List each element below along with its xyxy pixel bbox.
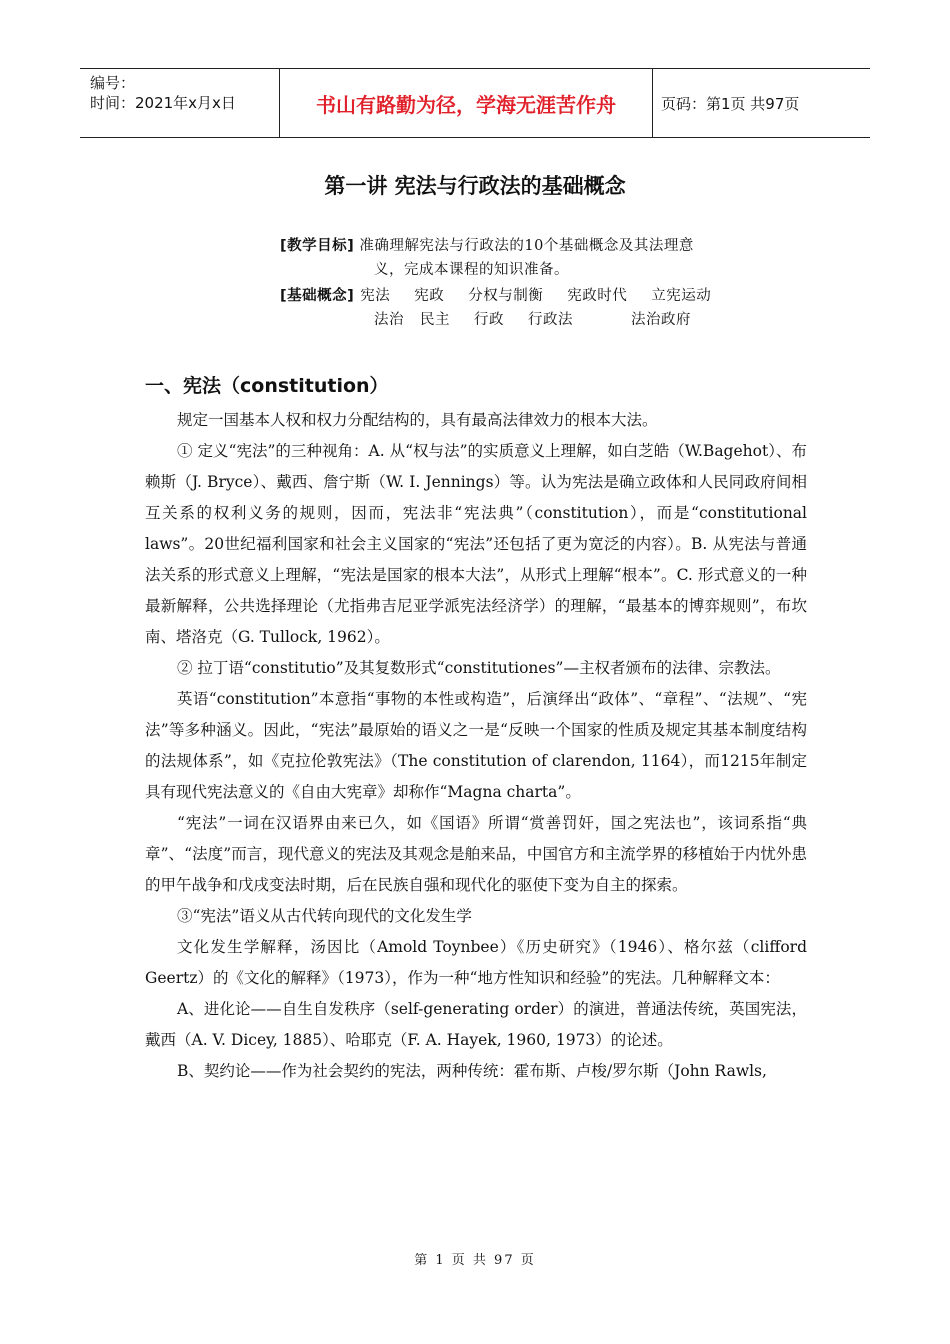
- paragraph: ① 定义“宪法”的三种视角：A. 从“权与法”的实质意义上理解，如白芝皓（W.Bagehot）、布赖斯（J. Bryce）、戴西、詹宁斯（W. I. Jennings）等。认为宪法是确立政体和人民同政府间相互关系的权利义务的规则，因而，宪法非“宪法典”（constitution），而是“constitutional laws”。20世纪福利国家和社会主义国家的“宪法”还包括了更为宽泛的内容）。B. 从宪法与普通法关系的形式意义上理解，“宪法是国家的根本大法”，从形式上理解“根本”。C. 形式意义的一种最新解释，公共选择理论（尤指弗吉尼亚学派宪法经济学）的理解，“最基本的博弈规则”，布坎南、塔洛克（G. Tullock, 1962）。: [145, 442, 807, 646]
- page-footer: 第 1 页 共 97 页: [414, 1253, 536, 1268]
- document-header: [80, 68, 870, 138]
- concept-item: 行政: [474, 312, 504, 328]
- page-title: 第一讲 宪法与行政法的基础概念: [324, 174, 626, 198]
- paragraph: 文化发生学解释，汤因比（Amold Toynbee）《历史研究》（1946）、格尔兹（clifford Geertz）的《文化的解释》（1973），作为一种“地方性知识和经验”的宪法。几种解释文本：: [145, 938, 807, 987]
- header-meta: [80, 69, 280, 137]
- concept-item: 法治: [374, 312, 404, 328]
- concept-item: 行政法: [528, 312, 573, 328]
- paragraph: A、进化论——自生自发秩序（self-generating order）的演进，普通法传统，英国宪法，戴西（A. V. Dicey, 1885）、哈耶克（F. A. Hayek, 1960, 1973）的论述。: [145, 1000, 807, 1049]
- paragraph: “宪法”一词在汉语界由来已久，如《国语》所谓“赏善罚奸，国之宪法也”，该词系指“典章”、“法度”而言，现代意义的宪法及其观念是舶来品，中国官方和主流学界的移植始于内忧外患的甲午战争和戊戌变法时期，后在民族自强和现代化的驱使下变为自主的探索。: [145, 814, 807, 894]
- concept-item: 宪政时代: [567, 288, 628, 304]
- concept-item: 宪政: [414, 288, 445, 304]
- objective-line1: 准确理解宪法与行政法的10个基础概念及其法理意: [359, 238, 694, 254]
- paragraph: 英语“constitution”本意指“事物的本性或构造”，后演绎出“政体”、“章程”、“法规”、“宪法”等多种涵义。因此，“宪法”最原始的语义之一是“反映一个国家的性质及规定其基本制度结构的法规体系”，如《克拉伦敦宪法》（The constitution of clarendon, 1164），而1215年制定具有现代宪法意义的《自由大宪章》却称作“Magna charta”。: [145, 690, 807, 801]
- paragraph: 规定一国基本人权和权力分配结构的，具有最高法律效力的根本大法。: [177, 411, 658, 429]
- teaching-objective: [280, 234, 780, 282]
- header-page-info: 页码：第1页 共97页: [661, 94, 800, 113]
- concept-item: 法治政府: [631, 312, 691, 328]
- body-text: [145, 405, 807, 1087]
- concept-item: 立宪运动: [651, 288, 712, 304]
- number-label: 编号：: [90, 74, 136, 92]
- basic-concepts: [280, 284, 780, 332]
- paragraph: B、契约论——作为社会契约的宪法，两种传统：霍布斯、卢梭/罗尔斯（John Rawls,: [177, 1062, 767, 1080]
- time-label: 时间：2021年x月x日: [90, 94, 236, 112]
- header-motto: 书山有路勤为径，学海无涯苦作舟: [280, 69, 653, 137]
- objective-label: [教学目标]: [280, 238, 355, 254]
- paragraph: ③“宪法”语义从古代转向现代的文化发生学: [177, 907, 472, 925]
- concept-item: 民主: [420, 312, 450, 328]
- concept-item: 分权与制衡: [468, 288, 544, 304]
- section-heading: 一、宪法（constitution）: [145, 375, 389, 397]
- objective-line2: 义，完成本课程的知识准备。: [374, 262, 569, 278]
- concept-item: 宪法: [360, 288, 391, 304]
- concepts-label: [基础概念]: [280, 288, 355, 304]
- paragraph: ② 拉丁语“constitutio”及其复数形式“constitutiones”—主权者颁布的法律、宗教法。: [177, 659, 781, 677]
